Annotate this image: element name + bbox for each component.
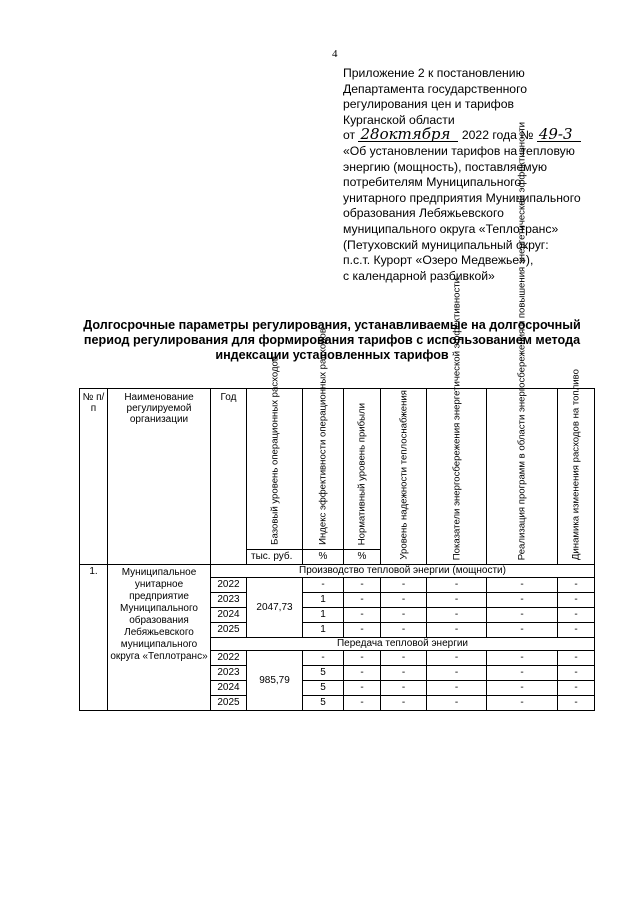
appendix-line: муниципального округа «Теплотранс» — [343, 221, 559, 236]
header-profit — [344, 389, 381, 550]
title-line: индексации установленных тарифов — [215, 348, 449, 362]
unit-profit: % — [344, 550, 381, 565]
fuel-cell: - — [558, 681, 595, 696]
efficiency-cell: 5 — [303, 666, 344, 681]
programs-cell: - — [487, 651, 558, 666]
section-row — [80, 565, 595, 578]
programs-cell: - — [487, 593, 558, 608]
date-prefix: от — [343, 128, 356, 143]
reliability-cell: - — [381, 608, 427, 623]
unit-efficiency: % — [303, 550, 344, 565]
fuel-cell: - — [558, 593, 595, 608]
year-cell: 2025 — [211, 623, 247, 638]
row-number: 1. — [80, 565, 108, 711]
fuel-cell: - — [558, 608, 595, 623]
programs-cell: - — [487, 608, 558, 623]
page-number: 4 — [332, 48, 338, 60]
energy-saving-cell: - — [427, 623, 487, 638]
header-num: № п/п — [80, 389, 108, 565]
programs-cell: - — [487, 623, 558, 638]
header-profit-label: Нормативный уровень прибыли — [356, 402, 368, 545]
header-efficiency-label: Индекс эффективности операционных расходов — [317, 328, 329, 545]
appendix-line: унитарного предприятия Муниципального — [343, 190, 581, 205]
fuel-cell: - — [558, 578, 595, 593]
profit-cell: - — [344, 593, 381, 608]
fuel-cell: - — [558, 623, 595, 638]
efficiency-cell: - — [303, 578, 344, 593]
table-body — [80, 565, 595, 711]
year-cell: 2023 — [211, 666, 247, 681]
unit-base: тыс. руб. — [247, 550, 303, 565]
profit-cell: - — [344, 578, 381, 593]
year-cell: 2024 — [211, 681, 247, 696]
header-year: Год — [211, 389, 247, 565]
reliability-cell: - — [381, 696, 427, 711]
header-org: Наименование регулируемой организации — [108, 389, 211, 565]
appendix-line: Департамента государственного — [343, 81, 528, 96]
efficiency-cell: 1 — [303, 593, 344, 608]
energy-saving-cell: - — [427, 608, 487, 623]
appendix-block — [343, 66, 613, 284]
appendix-date-line — [343, 125, 613, 144]
section-title: Передача тепловой энергии — [211, 638, 595, 651]
profit-cell: - — [344, 666, 381, 681]
reliability-cell: - — [381, 651, 427, 666]
appendix-line: Курганской области — [343, 112, 455, 127]
efficiency-cell: 5 — [303, 696, 344, 711]
energy-saving-cell: - — [427, 681, 487, 696]
efficiency-cell: 5 — [303, 681, 344, 696]
handwritten-date: 28октября — [358, 128, 458, 142]
efficiency-cell: 1 — [303, 608, 344, 623]
appendix-line: «Об установлении тарифов на тепловую — [343, 143, 575, 158]
efficiency-cell: 1 — [303, 623, 344, 638]
energy-saving-cell: - — [427, 578, 487, 593]
header-fuel-label: Динамика изменения расходов на топливо — [570, 368, 582, 560]
appendix-line: потребителям Муниципального — [343, 175, 522, 190]
efficiency-cell: - — [303, 651, 344, 666]
profit-cell: - — [344, 681, 381, 696]
header-base — [247, 356, 303, 550]
header-programs-label: Реализация программ в области энергосбережения и повышения энергетической эффективности — [516, 121, 528, 560]
header-base-label: Базовый уровень операционных расходов — [269, 356, 280, 545]
title-line: период регулирования для формирования тарифов с использованием метода — [83, 333, 581, 347]
fuel-cell: - — [558, 696, 595, 711]
programs-cell: - — [487, 578, 558, 593]
programs-cell: - — [487, 681, 558, 696]
header-energy-saving — [427, 277, 487, 565]
appendix-line: с календарной разбивкой» — [343, 268, 495, 283]
appendix-line: (Петуховский муниципальный округ: — [343, 237, 549, 252]
appendix-line: п.с.т. Курорт «Озеро Медвежье»), — [343, 253, 534, 268]
programs-cell: - — [487, 666, 558, 681]
year-cell: 2022 — [211, 578, 247, 593]
header-reliability-label: Уровень надежности теплоснабжения — [398, 390, 409, 560]
year-cell: 2022 — [211, 651, 247, 666]
profit-cell: - — [344, 608, 381, 623]
energy-saving-cell: - — [427, 593, 487, 608]
year-cell: 2025 — [211, 696, 247, 711]
appendix-line: Приложение 2 к постановлению — [343, 66, 525, 80]
reliability-cell: - — [381, 681, 427, 696]
header-row — [80, 389, 595, 550]
reliability-cell: - — [381, 623, 427, 638]
header-reliability — [381, 389, 427, 565]
appendix-line: регулирования цен и тарифов — [343, 97, 514, 112]
fuel-cell: - — [558, 666, 595, 681]
base-value-cell: 985,79 — [247, 651, 303, 711]
programs-cell: - — [487, 696, 558, 711]
year-text: 2022 года № — [461, 128, 534, 143]
reliability-cell: - — [381, 666, 427, 681]
profit-cell: - — [344, 651, 381, 666]
year-cell: 2024 — [211, 608, 247, 623]
energy-saving-cell: - — [427, 651, 487, 666]
base-value-cell: 2047,73 — [247, 578, 303, 638]
title-line: Долгосрочные параметры регулирования, устанавливаемые на долгосрочный — [83, 318, 581, 332]
section-title: Производство тепловой энергии (мощности) — [211, 565, 595, 578]
profit-cell: - — [344, 696, 381, 711]
reliability-cell: - — [381, 593, 427, 608]
reliability-cell: - — [381, 578, 427, 593]
energy-saving-cell: - — [427, 696, 487, 711]
energy-saving-cell: - — [427, 666, 487, 681]
handwritten-number: 49-3 — [537, 128, 581, 142]
header-efficiency — [303, 328, 344, 550]
header-fuel — [558, 368, 595, 565]
organization-name: Муниципальное унитарное предприятие Муниципального образования Лебяжьевского муниципального округа «Теплотранс» — [108, 565, 211, 711]
profit-cell: - — [344, 623, 381, 638]
header-energy-saving-label: Показатели энергосбережения энергетической эффективности — [451, 277, 462, 560]
appendix-line: энергию (мощность), поставляемую — [343, 159, 548, 174]
year-cell: 2023 — [211, 593, 247, 608]
appendix-line: образования Лебяжьевского — [343, 206, 504, 221]
fuel-cell: - — [558, 651, 595, 666]
